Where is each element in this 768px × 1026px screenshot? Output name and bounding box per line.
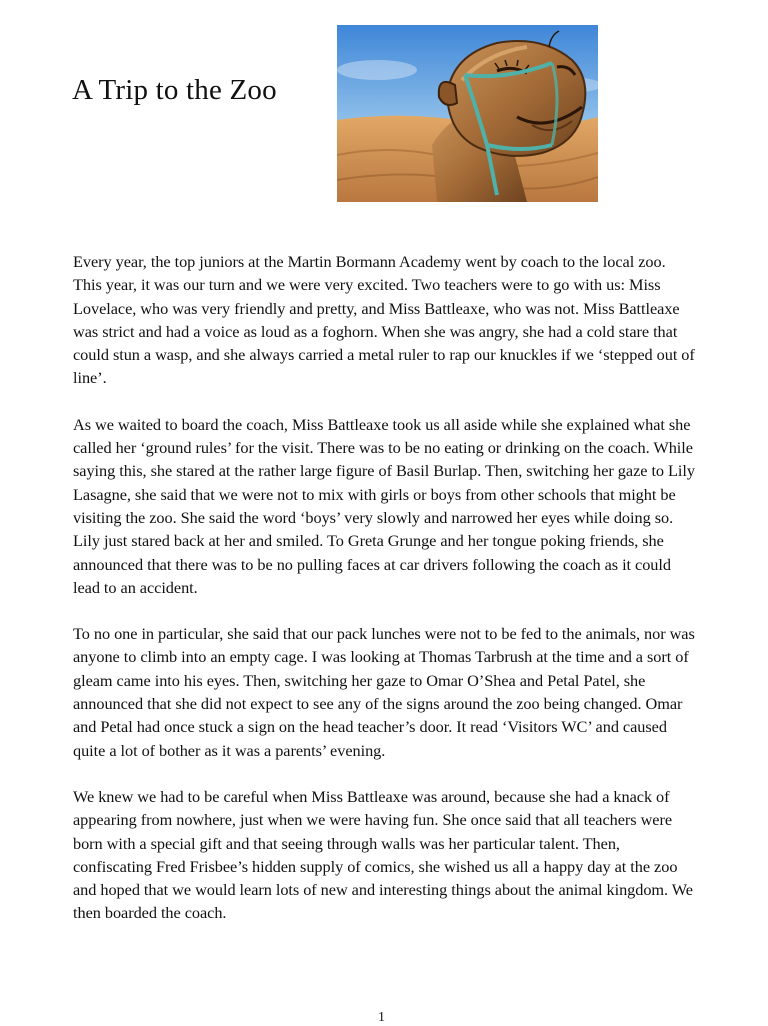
page-number: 1 — [378, 1010, 385, 1025]
story-body — [73, 250, 698, 948]
story-paragraph: Every year, the top juniors at the Martin Bormann Academy went by coach to the local zoo. This year, it was our turn and we were very excited. Two teachers were to go with us: Miss Lovelace, who was very friendly and pretty, and Miss Battleaxe, who was not. Miss Battleaxe was strict and had a voice as loud as a foghorn. When she was angry, she had a cold stare that could stun a wasp, and she always carried a metal ruler to rap our knuckles if we ‘stepped out of line’. — [73, 252, 695, 388]
camel-photo — [337, 25, 598, 202]
story-paragraph: To no one in particular, she said that our pack lunches were not to be fed to the animals, nor was anyone to climb into an empty cage. I was looking at Thomas Tarbrush at the time and a sort of gleam came into his eyes. Then, switching her gaze to Omar O’Shea and Petal Patel, she announced that she did not expect to see any of the signs around the zoo being changed. Omar and Petal had once stuck a sign on the head teacher’s door. It read ‘Visitors WC’ and caused quite a lot of bother as it was a parents’ evening. — [73, 624, 695, 760]
story-paragraph: As we waited to board the coach, Miss Battleaxe took us all aside while she explained what she called her ‘ground rules’ for the visit. There was to be no eating or drinking on the coach. While saying this, she stared at the rather large figure of Basil Burlap. Then, switching her gaze to Lily Lasagne, she said that we were not to mix with girls or boys from other schools that might be visiting the zoo. She said the word ‘boys’ very slowly and narrowed her eyes while doing so. Lily just stared back at her and smiled. To Greta Grunge and her tongue poking friends, she announced that there was to be no pulling faces at car drivers following the coach as it could lead to an accident. — [73, 414, 695, 597]
story-paragraph: We knew we had to be careful when Miss Battleaxe was around, because she had a knack of appearing from nowhere, just when we were having fun. She once said that all teachers were born with a special gift and that seeing through walls was her particular talent. Then, confiscating Fred Frisbee’s hidden supply of comics, she wished us all a happy day at the zoo and hoped that we would learn lots of new and interesting things about the animal kingdom. We then boarded the coach. — [73, 786, 693, 923]
page-title: A Trip to the Zoo — [72, 74, 277, 106]
